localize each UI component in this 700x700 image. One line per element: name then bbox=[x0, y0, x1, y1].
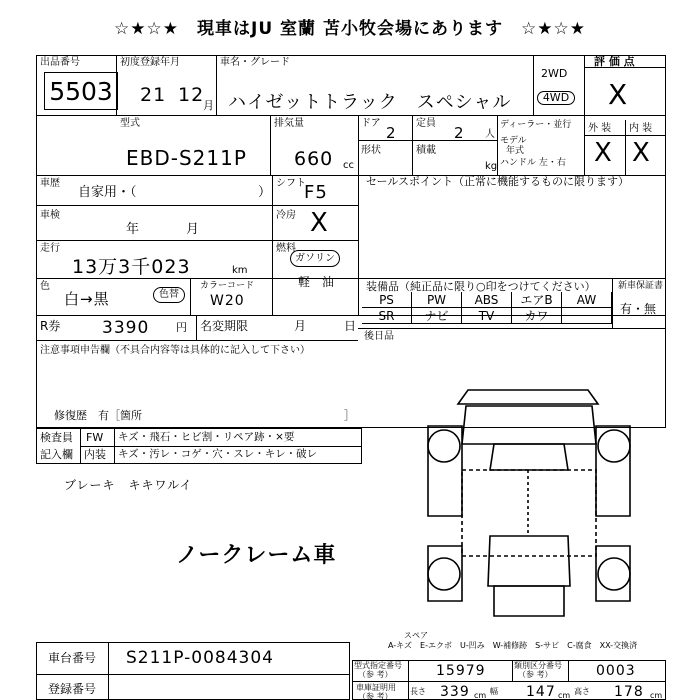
height-value: 178 bbox=[614, 684, 644, 700]
first-registration-label: 初度登録年月 bbox=[120, 57, 180, 68]
height-label: 高さ bbox=[574, 687, 590, 696]
handwritten-note: ブレーキ キキワルイ bbox=[64, 478, 193, 492]
equipment-item bbox=[562, 308, 612, 324]
equipment-item: PW bbox=[412, 292, 462, 308]
notes-label: 注意事項申告欄（不具合内容等は具体的に記入して下さい） bbox=[40, 345, 310, 356]
repair-label: 修復歴 有［箇所 bbox=[54, 409, 142, 422]
equipment-item: AW bbox=[562, 292, 612, 308]
capacity-value: 2 bbox=[454, 124, 465, 142]
width-unit: cm bbox=[558, 691, 571, 700]
width-value: 147 bbox=[526, 684, 556, 700]
shape-label: 形状 bbox=[361, 145, 381, 156]
shift-value: F5 bbox=[304, 182, 328, 203]
month-char: 月 bbox=[203, 99, 214, 112]
model-label: 型式 bbox=[120, 118, 140, 129]
mileage-value: 13万3千023 bbox=[72, 256, 191, 278]
color-code-value: W20 bbox=[210, 293, 245, 309]
inspection-month: 月 bbox=[186, 222, 200, 237]
class-sub: （参 考） bbox=[518, 670, 553, 679]
car-name: ハイゼットトラック スペシャル bbox=[228, 92, 512, 113]
recycle-value: 3390 bbox=[102, 318, 150, 338]
color-label: 色 bbox=[40, 281, 50, 292]
load-label: 積載 bbox=[416, 145, 436, 156]
equipment-label: 装備品（純正品に限り○印をつけてください） bbox=[366, 280, 596, 293]
equipment-item: SR bbox=[362, 308, 412, 324]
equipment-item: ABS bbox=[462, 292, 512, 308]
class-label: 類別区分番号 bbox=[514, 661, 562, 670]
repair-close: ］ bbox=[344, 409, 355, 422]
door-label: ドア bbox=[361, 118, 381, 129]
equipment-item: PS bbox=[362, 292, 412, 308]
height-unit: cm bbox=[650, 691, 663, 700]
type-cert-label: 型式指定番号 bbox=[354, 661, 402, 670]
rating-label: 評 価 点 bbox=[594, 55, 635, 68]
inspector-label: 検査員 bbox=[40, 431, 73, 444]
length-unit: cm bbox=[474, 691, 487, 700]
fuel-label: 燃料 bbox=[276, 243, 296, 254]
drive-4wd: 4WD bbox=[537, 91, 575, 105]
dealer-label: ディーラー・並行 bbox=[500, 120, 572, 130]
spare-label: スペア bbox=[404, 631, 428, 640]
model-year-label: モデル bbox=[500, 136, 527, 146]
vehicle-cert-sub: （参 考） bbox=[358, 692, 393, 700]
chassis-value: S211P-0084304 bbox=[126, 648, 274, 668]
capacity-unit: 人 bbox=[485, 129, 495, 140]
ac-value: X bbox=[310, 208, 329, 238]
chassis-label: 車台番号 bbox=[48, 651, 97, 665]
mileage-unit: km bbox=[232, 265, 248, 276]
no-claim-stamp: ノークレーム車 bbox=[176, 543, 337, 568]
model-year-label-2: 年式 bbox=[506, 146, 525, 156]
displacement-value: 660 bbox=[294, 148, 334, 170]
fw-label: FW bbox=[86, 431, 104, 444]
warranty-label: 新車保証書 bbox=[618, 281, 664, 291]
type-cert-value: 15979 bbox=[436, 663, 486, 679]
history-value: 自家用・（ bbox=[78, 185, 137, 200]
recycle-label: R券 bbox=[40, 319, 61, 333]
ac-label: 冷房 bbox=[276, 210, 296, 221]
damage-legend: A-キズ E-エクボ U-凹み W-補修跡 S-サビ C-腐食 XX-交換済 bbox=[388, 641, 638, 650]
length-label: 長さ bbox=[410, 687, 426, 696]
interior-entry-label: 内装 bbox=[84, 448, 106, 461]
first-registration-year: 21 bbox=[140, 84, 167, 106]
drive-2wd: 2WD bbox=[541, 67, 568, 80]
equipment-item: ナビ bbox=[412, 308, 462, 324]
length-value: 339 bbox=[440, 684, 470, 700]
equipment-item: カワ bbox=[512, 308, 562, 324]
name-change-label: 名変期限 bbox=[200, 319, 249, 333]
equipment-item: TV bbox=[462, 308, 512, 324]
warranty-value: 有・無 bbox=[620, 302, 657, 316]
shift-label: シフト bbox=[276, 178, 306, 189]
exterior-label: 外 装 bbox=[588, 123, 612, 134]
vehicle-cert-label: 車庫証明用 bbox=[356, 683, 396, 692]
exterior-value: X bbox=[594, 138, 613, 168]
name-change-day: 日 bbox=[344, 319, 357, 333]
interior-text: キズ・汚レ・コゲ・穴・スレ・キレ・破レ bbox=[118, 448, 318, 460]
displacement-unit: cc bbox=[343, 160, 354, 171]
inspection-year: 年 bbox=[126, 222, 140, 237]
header-title: ☆★☆★ 現車はJU 室蘭 苫小牧会場にあります ☆★☆★ bbox=[114, 19, 586, 39]
entry-label: 記入欄 bbox=[40, 448, 73, 461]
load-unit: kg bbox=[485, 161, 498, 172]
aftermarket-label: 後日品 bbox=[364, 331, 394, 342]
history-label: 車歴 bbox=[40, 178, 60, 189]
type-cert-sub: （参 考） bbox=[358, 670, 393, 679]
color-change: 色替 bbox=[153, 287, 185, 303]
handle-label: ハンドル 左・右 bbox=[500, 158, 566, 168]
rating-value: X bbox=[608, 78, 629, 111]
first-registration-month: 12 bbox=[178, 84, 205, 106]
registration-label: 登録番号 bbox=[48, 682, 97, 696]
car-diagram bbox=[398, 386, 660, 626]
color-code-label: カラーコード bbox=[200, 281, 255, 291]
door-value: 2 bbox=[386, 124, 397, 142]
sales-point-label: セールスポイント（正常に機能するものに限ります） bbox=[366, 175, 630, 188]
interior-value: X bbox=[632, 138, 651, 168]
lot-number: 5503 bbox=[44, 72, 118, 110]
interior-label: 内 装 bbox=[629, 123, 653, 134]
inspection-label: 車検 bbox=[40, 210, 60, 221]
model-value: EBD-S211P bbox=[126, 146, 247, 170]
car-name-label: 車名・グレード bbox=[220, 57, 290, 68]
fuel-gasoline: ガソリン bbox=[290, 250, 340, 267]
displacement-label: 排気量 bbox=[274, 118, 304, 129]
recycle-yen: 円 bbox=[176, 321, 187, 334]
name-change-month: 月 bbox=[294, 319, 307, 333]
width-label: 幅 bbox=[490, 687, 498, 696]
fuel-kerosene: 軽 油 bbox=[298, 275, 335, 289]
equipment-item: エアB bbox=[512, 292, 562, 308]
color-value: 白→黒 bbox=[64, 290, 110, 308]
capacity-label: 定員 bbox=[416, 118, 436, 129]
fw-text: キズ・飛石・ヒビ割・リペア跡・×要 bbox=[118, 431, 295, 443]
history-close: ） bbox=[258, 185, 272, 200]
class-value: 0003 bbox=[596, 663, 636, 679]
lot-number-label: 出品番号 bbox=[40, 57, 80, 68]
mileage-label: 走行 bbox=[40, 243, 60, 254]
